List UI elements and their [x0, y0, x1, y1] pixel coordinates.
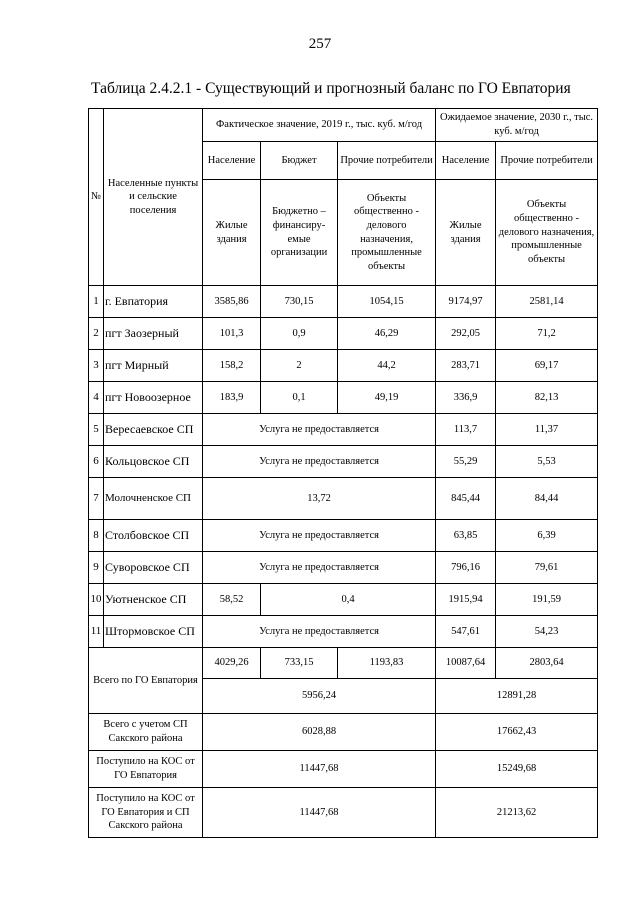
- row-name: г. Евпатория: [104, 286, 203, 318]
- cell-merged-2019: 13,72: [203, 478, 436, 520]
- table-row: [89, 584, 598, 616]
- kos-evp-2019: 11447,68: [203, 751, 436, 788]
- with-saki-label: Всего с учетом СП Сакского района: [89, 714, 203, 751]
- cell-other-2030: 82,13: [496, 382, 598, 414]
- row-num: 6: [89, 446, 104, 478]
- row-num: 9: [89, 552, 104, 584]
- cell-pop-2030: 547,61: [436, 616, 496, 648]
- header-budget-2019: Бюджет: [261, 142, 338, 180]
- header-num: №: [89, 109, 104, 286]
- cell-budget-2019: 0,1: [261, 382, 338, 414]
- row-num: 4: [89, 382, 104, 414]
- table-row: [89, 414, 598, 446]
- row-num: 3: [89, 350, 104, 382]
- cell-other-2030: 79,61: [496, 552, 598, 584]
- cell-budget-2019: 730,15: [261, 286, 338, 318]
- row-num: 7: [89, 478, 104, 520]
- row-name: Штормовское СП: [104, 616, 203, 648]
- header-public-objects-2030: Объекты общественно - делового назначения, промышленные объекты: [496, 180, 598, 286]
- with-saki-2019: 6028,88: [203, 714, 436, 751]
- total-other-2019: 1193,83: [338, 648, 436, 679]
- cell-pop-2019: 158,2: [203, 350, 261, 382]
- table-row: [89, 478, 598, 520]
- row-name: Кольцовское СП: [104, 446, 203, 478]
- cell-no-service: Услуга не предоставляется: [203, 520, 436, 552]
- row-num: 5: [89, 414, 104, 446]
- header-residential-2019: Жилые здания: [203, 180, 261, 286]
- row-name: Вересаевское СП: [104, 414, 203, 446]
- table-row: [89, 286, 598, 318]
- with-saki-row: [89, 714, 598, 751]
- table-row: [89, 382, 598, 414]
- kos-evp-label: Поступило на КОС от ГО Евпатория: [89, 751, 203, 788]
- row-name: Уютненское СП: [104, 584, 203, 616]
- header-residential-2030: Жилые здания: [436, 180, 496, 286]
- row-num: 2: [89, 318, 104, 350]
- cell-other-2030: 2581,14: [496, 286, 598, 318]
- total-sum-2030: 12891,28: [436, 679, 598, 714]
- totals-label: Всего по ГО Евпатория: [89, 648, 203, 714]
- cell-other-2030: 6,39: [496, 520, 598, 552]
- cell-no-service: Услуга не предоставляется: [203, 414, 436, 446]
- table-row: [89, 350, 598, 382]
- cell-other-2019: 46,29: [338, 318, 436, 350]
- kos-all-2030: 21213,62: [436, 788, 598, 838]
- kos-all-label: Поступило на КОС от ГО Евпатория и СП Сакского района: [89, 788, 203, 838]
- table-row: [89, 446, 598, 478]
- cell-pop-2030: 796,16: [436, 552, 496, 584]
- row-name: Суворовское СП: [104, 552, 203, 584]
- cell-other-2019: 49,19: [338, 382, 436, 414]
- cell-pop-2019: 101,3: [203, 318, 261, 350]
- cell-budget-other-2019: 0,4: [261, 584, 436, 616]
- total-other-2030: 2803,64: [496, 648, 598, 679]
- cell-pop-2019: 3585,86: [203, 286, 261, 318]
- cell-pop-2030: 283,71: [436, 350, 496, 382]
- page-number: 257: [308, 36, 332, 52]
- cell-other-2030: 11,37: [496, 414, 598, 446]
- total-pop-2030: 10087,64: [436, 648, 496, 679]
- cell-pop-2019: 183,9: [203, 382, 261, 414]
- cell-other-2030: 191,59: [496, 584, 598, 616]
- header-budget-orgs: Бюджетно – финансиру-емые организации: [261, 180, 338, 286]
- row-num: 1: [89, 286, 104, 318]
- table-caption: Таблица 2.4.2.1 - Существующий и прогнозный баланс по ГО Евпатория: [91, 80, 571, 97]
- cell-budget-2019: 2: [261, 350, 338, 382]
- row-num: 11: [89, 616, 104, 648]
- total-pop-2019: 4029,26: [203, 648, 261, 679]
- cell-other-2030: 54,23: [496, 616, 598, 648]
- cell-pop-2030: 63,85: [436, 520, 496, 552]
- row-name: пгт Новоозерное: [104, 382, 203, 414]
- cell-other-2030: 5,53: [496, 446, 598, 478]
- cell-pop-2019: 58,52: [203, 584, 261, 616]
- cell-other-2019: 44,2: [338, 350, 436, 382]
- cell-other-2030: 69,17: [496, 350, 598, 382]
- cell-pop-2030: 1915,94: [436, 584, 496, 616]
- kos-all-2019: 11447,68: [203, 788, 436, 838]
- table-row: [89, 552, 598, 584]
- row-name: пгт Мирный: [104, 350, 203, 382]
- header-public-objects-2019: Объекты общественно - делового назначения, промышленные объекты: [338, 180, 436, 286]
- totals-row: [89, 648, 598, 679]
- cell-pop-2030: 336,9: [436, 382, 496, 414]
- row-name: Молочненское СП: [104, 478, 203, 520]
- cell-other-2019: 1054,15: [338, 286, 436, 318]
- header-other-2030: Прочие потребители: [496, 142, 598, 180]
- kos-evp-row: [89, 751, 598, 788]
- cell-budget-2019: 0,9: [261, 318, 338, 350]
- cell-pop-2030: 292,05: [436, 318, 496, 350]
- cell-no-service: Услуга не предоставляется: [203, 552, 436, 584]
- row-name: Столбовское СП: [104, 520, 203, 552]
- with-saki-2030: 17662,43: [436, 714, 598, 751]
- total-budget-2019: 733,15: [261, 648, 338, 679]
- cell-no-service: Услуга не предоставляется: [203, 446, 436, 478]
- kos-all-row: [89, 788, 598, 838]
- table-row: [89, 520, 598, 552]
- header-expected-2030: Ожидаемое значение, 2030 г., тыс. куб. м/год: [436, 109, 598, 142]
- row-name: пгт Заозерный: [104, 318, 203, 350]
- balance-table: [88, 108, 598, 838]
- header-population-2030: Население: [436, 142, 496, 180]
- kos-evp-2030: 15249,68: [436, 751, 598, 788]
- cell-no-service: Услуга не предоставляется: [203, 616, 436, 648]
- cell-pop-2030: 55,29: [436, 446, 496, 478]
- cell-other-2030: 84,44: [496, 478, 598, 520]
- table-row: [89, 616, 598, 648]
- header-fact-2019: Фактическое значение, 2019 г., тыс. куб. м/год: [203, 109, 436, 142]
- total-sum-2019: 5956,24: [203, 679, 436, 714]
- cell-pop-2030: 9174,97: [436, 286, 496, 318]
- cell-other-2030: 71,2: [496, 318, 598, 350]
- table-row: [89, 318, 598, 350]
- row-num: 10: [89, 584, 104, 616]
- header-population-2019: Население: [203, 142, 261, 180]
- header-other-2019: Прочие потребители: [338, 142, 436, 180]
- row-num: 8: [89, 520, 104, 552]
- cell-pop-2030: 845,44: [436, 478, 496, 520]
- cell-pop-2030: 113,7: [436, 414, 496, 446]
- header-settlement: Населенные пункты и сельские поселения: [104, 109, 203, 286]
